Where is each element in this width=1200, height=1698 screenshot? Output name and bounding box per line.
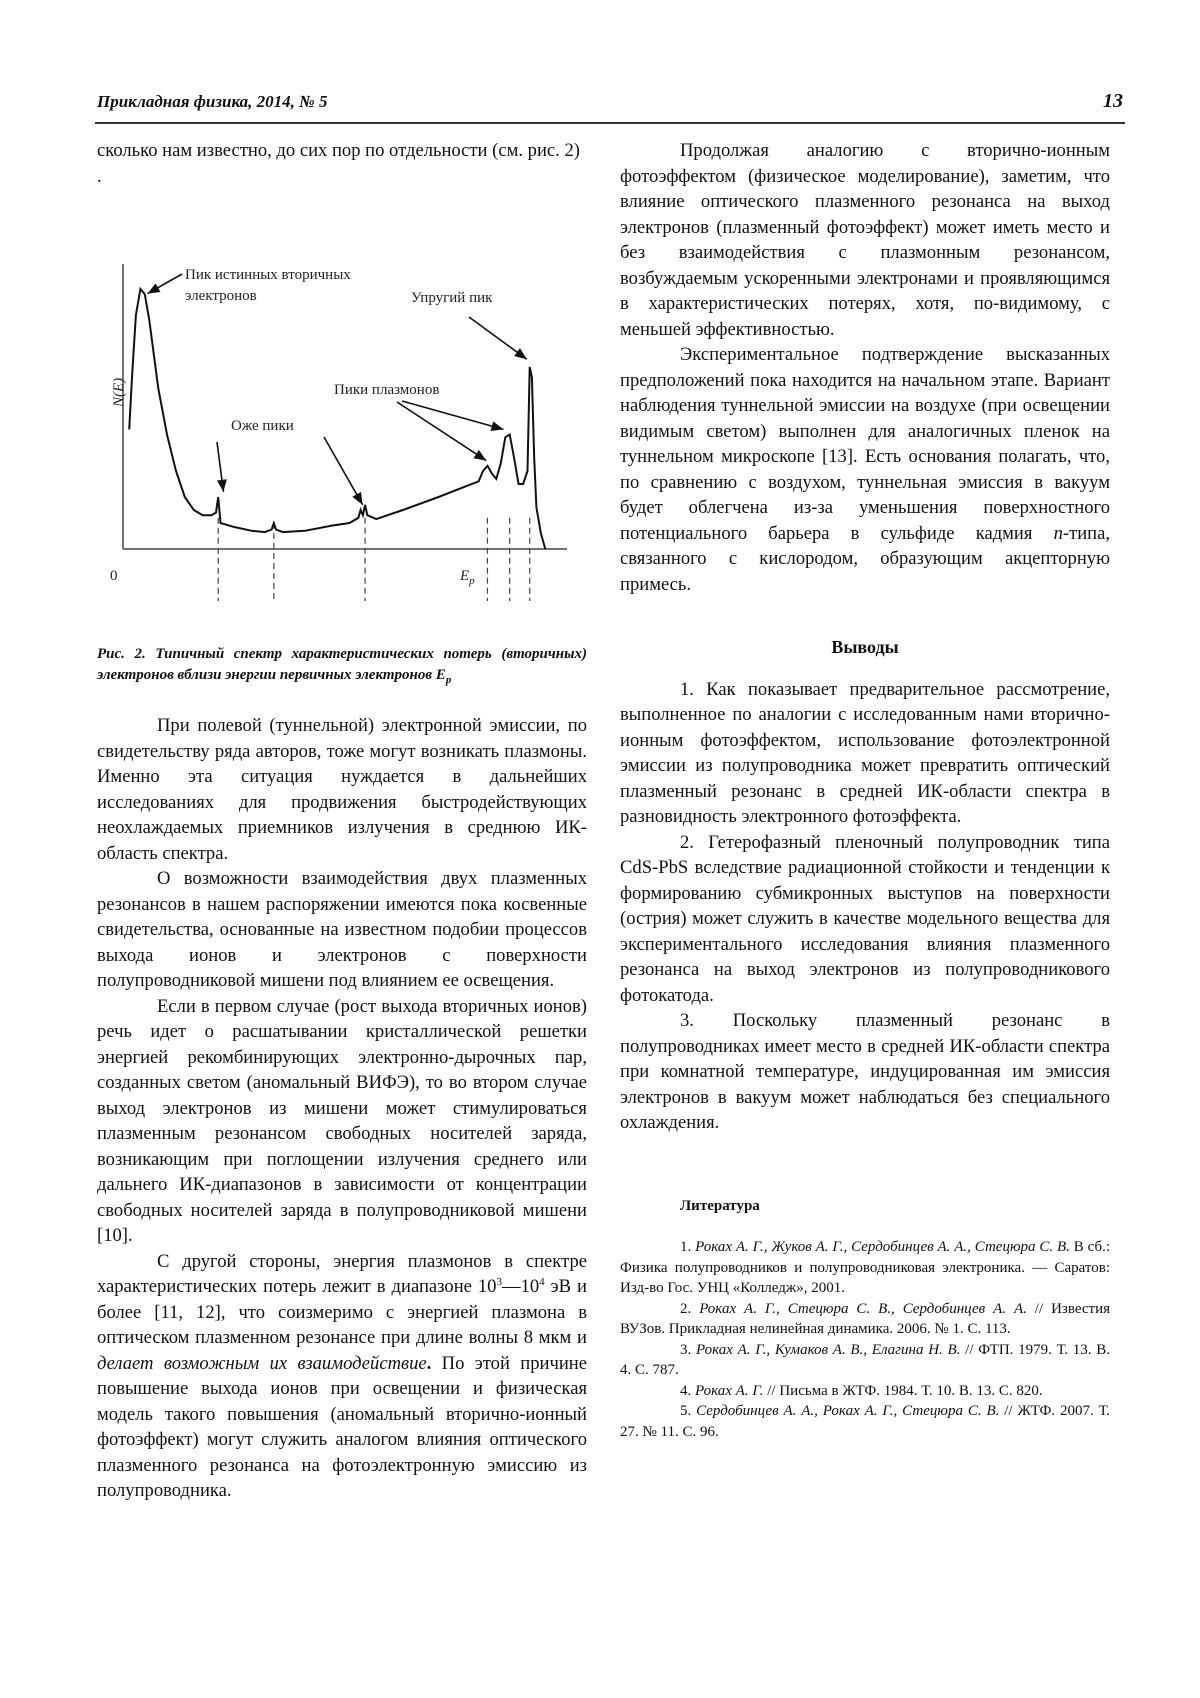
intro-text: сколько нам известно, до сих пор по отдельности (см. рис. 2) .: [97, 140, 580, 187]
reference-item: 2. Роках А. Г., Стецюра С. В., Сердобинцев А. А. // Известия ВУЗов. Прикладная нелинейная динамика. 2006. № 1. С. 113.: [620, 1300, 1110, 1337]
x-tick-zero: 0: [110, 568, 118, 584]
conclusions-heading: Выводы: [831, 637, 899, 657]
caption-symbol-sub: p: [445, 674, 452, 686]
arrow-auger-2-icon: [324, 437, 363, 505]
paragraph: Продолжая аналогию с вторично-ионным фотоэффектом (физическое моделирование), заметим, что влияние оптического плазменного резонанса на выход электронов (плазменный фотоэффект) может иметь место и без взаимодействия с плазмонным резонансом, возбуждаемым ускоренными электронами и проявляющимся в характеристических потерях, хотя, по-видимому, с меньшей эффективностью.: [620, 140, 1110, 340]
paragraph: С другой стороны, энергия плазмонов в спектре характеристических потерь лежит в диапазоне $10^3—10^4$ эВ и более [11, 12], что соизмеримо с энергией плазмона в оптическом плазменном резонансе при длине волны 8 мкм и делает возможным их взаимодействие. По этой причине повышение выхода ионов при освещении и физическая модель такого повышения (аномальный вторично-ионный фотоэффект) могут служить аналогом влияния оптического плазменного резонанса на фотоэлектронную эмиссию из полупроводника.: [97, 1250, 587, 1501]
reference-item: 4. Роках А. Г. // Письма в ЖТФ. 1984. Т. 10. В. 13. С. 820.: [680, 1382, 1043, 1399]
page-number: 13: [1103, 90, 1123, 112]
arrow-elastic-icon: [469, 317, 527, 359]
right-column: [620, 138, 1110, 1442]
annotation-auger-peaks: Оже пики: [231, 418, 294, 434]
spectrum-chart: [97, 189, 587, 644]
references-list: [620, 1237, 1110, 1442]
conclusion-item: 2. Гетерофазный пленочный полупроводник типа CdS-PbS вследствие радиационной стойкости и тенденции к формированию субмикронных выступов на поверхности (острия) может служить в качестве модельного вещества для экспериментального исследования влияния плазменного резонанса на выход электронов из полупроводникового фотокатода.: [620, 831, 1110, 1006]
reference-item: 1. Роках А. Г., Жуков А. Г., Сердобинцев А. А., Стецюра С. В. В сб.: Физика полупроводников и полупроводниковая электроника. — Саратов: Изд-во Гос. УНЦ «Колледж», 2001.: [620, 1239, 1110, 1296]
arrow-plasmon-1-icon: [397, 402, 486, 461]
left-column: [97, 138, 587, 1504]
page-header: [95, 88, 1125, 124]
dashed-markers: [218, 518, 529, 601]
references-heading: Литература: [680, 1197, 760, 1214]
caption-text: Типичный спектр характеристических потерь (вторичных) электронов вблизи энергии первичных электронов: [97, 646, 588, 683]
annotation-secondary-peak-2: электронов: [185, 288, 257, 304]
figure-2: [97, 189, 587, 644]
journal-title: Прикладная физика, 2014, № 5: [97, 92, 328, 111]
annotation-secondary-peak-1: Пик истинных вторичных: [185, 267, 351, 283]
paragraph: О возможности взаимодействия двух плазменных резонансов в нашем распоряжении имеются пока косвенные свидетельства, основанные на известном подобии процессов выхода ионов и электронов с поверхности полупроводниковой мишени под влиянием ее освещения.: [97, 868, 587, 991]
paragraph: Экспериментальное подтверждение высказанных предположений пока находится на начальном этапе. Вариант наблюдения туннельной эмиссии на воздухе (при освещении видимым светом) выполнен для аналогичных пленок на туннельном микроскопе [13]. Есть основания полагать, что, по сравнению с воздухом, туннельная эмиссия в вакуум будет облегчена из-за уменьшения поверхностного потенциального барьера в сульфиде кадмия n-типа, связанного с кислородом, образующим акцепторную примесь.: [620, 344, 1110, 595]
arrow-auger-1-icon: [217, 442, 227, 492]
reference-item: 5. Сердобинцев А. А., Роках А. Г., Стецюра С. В. // ЖТФ. 2007. Т. 27. № 11. С. 96.: [620, 1403, 1110, 1440]
annotation-elastic-peak: Упругий пик: [411, 290, 493, 306]
reference-item: 3. Роках А. Г., Кумаков А. В., Елагина Н. В. // ФТП. 1979. Т. 13. В. 4. С. 787.: [620, 1341, 1111, 1378]
paragraph: Если в первом случае (рост выхода вторичных ионов) речь идет о расшатывании кристаллической решетки энергией рекомбинирующих электронно-дырочных пар, созданных светом (аномальный ВИФЭ), то во втором случае выход электронов из мишени может стимулироваться плазменным резонансом свободных носителей заряда, возникающим при поглощении излучения среднего или дальнего ИК-диапазонов в зависимости от концентрации свободных носителей заряда в полупроводниковой мишени [10].: [97, 995, 587, 1246]
figure-caption: [97, 644, 587, 691]
y-axis-label: N(E): [111, 377, 127, 407]
paragraph: При полевой (туннельной) электронной эмиссии, по свидетельству ряда авторов, тоже могут возникать плазмоны. Именно эта ситуация нуждается в дальнейших исследованиях для продвижения быстродействующих неохлаждаемых приемников излучения в среднюю ИК-область спектра.: [97, 715, 587, 864]
annotation-plasmon-peaks: Пики плазмонов: [334, 382, 440, 398]
caption-symbol: E: [435, 667, 446, 683]
caption-label: Рис. 2.: [97, 646, 146, 662]
conclusion-item: 1. Как показывает предварительное рассмотрение, выполненное по аналогии с исследованным нами вторично-ионным фотоэффектом, использование фотоэлектронной эмиссии из полупроводника может превратить оптический плазменный резонанс в средней ИК-области спектра в разновидность электронного фотоэффекта.: [620, 678, 1110, 827]
conclusion-item: 3. Поскольку плазменный резонанс в полупроводниках имеет место в средней ИК-области спектра при комнатной температуре, индуцированная им эмиссия электронов в вакуум может наблюдаться без специального охлаждения.: [620, 1010, 1110, 1133]
arrow-secondary-peak-icon: [148, 274, 182, 294]
x-tick-ep: $E_p$: [460, 568, 475, 587]
